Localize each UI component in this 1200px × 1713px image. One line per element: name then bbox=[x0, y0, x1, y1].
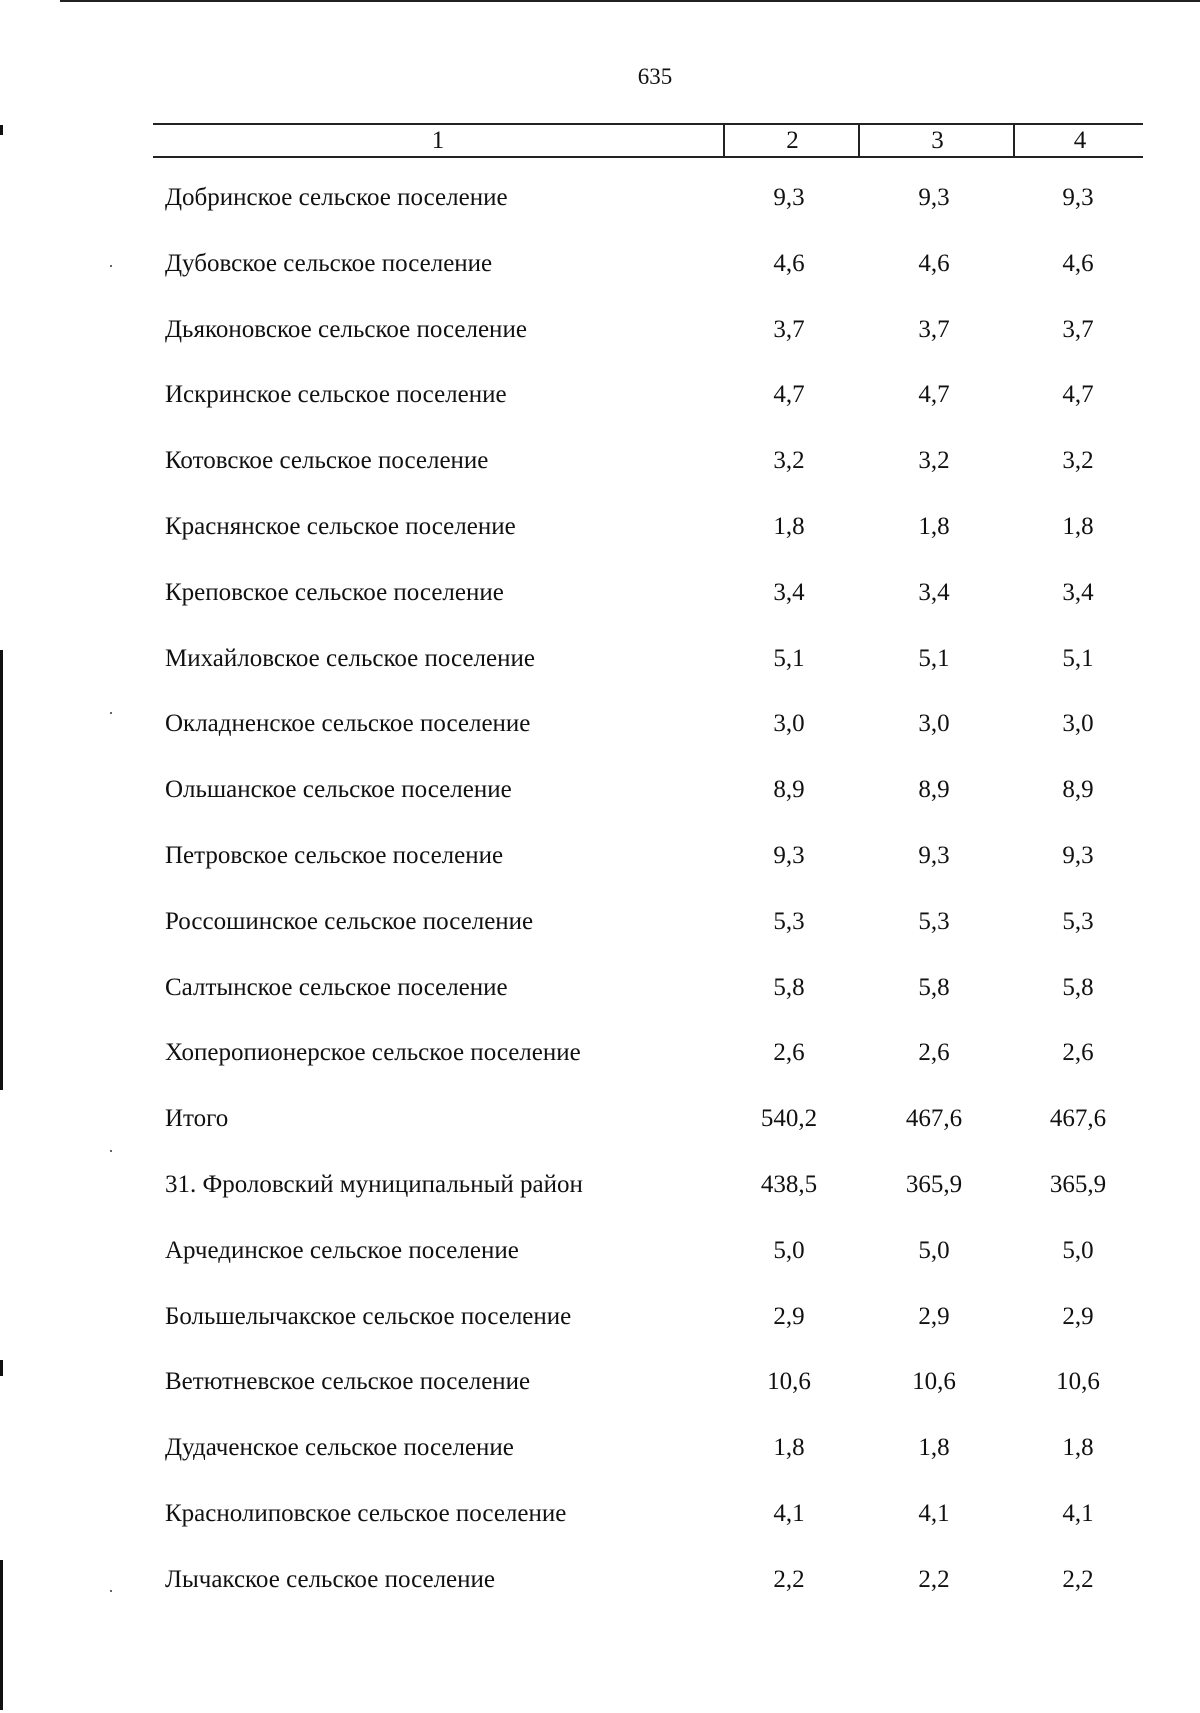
row-name-cell: Салтынское сельское поселение bbox=[165, 973, 508, 1001]
row-value-col3: 5,8 bbox=[918, 973, 950, 1001]
row-value-col4: 467,6 bbox=[1049, 1105, 1107, 1133]
table-row bbox=[0, 764, 1200, 830]
row-value-col3: 4,6 bbox=[918, 249, 950, 277]
row-value-col4: 5,0 bbox=[1062, 1236, 1094, 1264]
row-value-col3: 467,6 bbox=[905, 1105, 963, 1133]
table-row bbox=[0, 1225, 1200, 1291]
row-value-col4: 8,9 bbox=[1062, 776, 1094, 804]
row-name-cell: Дьяконовское сельское поселение bbox=[165, 315, 527, 343]
table-header bbox=[153, 123, 1143, 158]
row-value-col4: 3,0 bbox=[1062, 710, 1094, 738]
row-value-col3: 365,9 bbox=[905, 1170, 963, 1198]
row-value-col2: 2,9 bbox=[773, 1302, 805, 1330]
row-value-col4: 9,3 bbox=[1062, 841, 1094, 869]
row-value-col4: 4,1 bbox=[1062, 1499, 1094, 1527]
row-value-col2: 1,8 bbox=[773, 1434, 805, 1462]
row-value-col4: 3,2 bbox=[1062, 447, 1094, 475]
row-name-cell: Дудаченское сельское поселение bbox=[165, 1434, 514, 1462]
row-value-col3: 9,3 bbox=[918, 184, 950, 211]
row-name-cell: Арчединское сельское поселение bbox=[165, 1236, 519, 1264]
row-name-cell: Краснолиповское сельское поселение bbox=[165, 1499, 567, 1527]
row-value-col4: 10,6 bbox=[1056, 1368, 1100, 1396]
row-value-col3: 8,9 bbox=[918, 776, 950, 804]
row-value-col3: 5,3 bbox=[918, 907, 950, 935]
row-name-cell: Котовское сельское поселение bbox=[165, 447, 489, 475]
row-value-col4: 9,3 bbox=[1062, 184, 1094, 211]
row-value-col2: 2,6 bbox=[773, 1039, 805, 1067]
row-value-col3: 3,7 bbox=[918, 315, 950, 343]
table-row bbox=[0, 172, 1200, 238]
row-value-col3: 1,8 bbox=[918, 512, 950, 540]
table-row bbox=[0, 1488, 1200, 1554]
row-value-col2: 5,8 bbox=[773, 973, 805, 1001]
data-table bbox=[0, 172, 1200, 1620]
table-row bbox=[0, 1356, 1200, 1422]
row-value-col4: 5,3 bbox=[1062, 907, 1094, 935]
row-value-col3: 3,2 bbox=[918, 447, 950, 475]
row-value-col2: 540,2 bbox=[760, 1105, 818, 1133]
row-value-col2: 3,0 bbox=[773, 710, 805, 738]
row-name-cell: Михайловское сельское поселение bbox=[165, 644, 535, 672]
row-value-col2: 3,2 bbox=[773, 447, 805, 475]
row-value-col2: 2,2 bbox=[773, 1565, 805, 1593]
table-row bbox=[0, 962, 1200, 1028]
row-value-col4: 2,6 bbox=[1062, 1039, 1094, 1067]
row-name-cell: 31. Фроловский муниципальный район bbox=[165, 1170, 583, 1198]
column-header-1: 1 bbox=[431, 127, 445, 154]
row-name-cell: Лычакское сельское поселение bbox=[165, 1565, 495, 1593]
row-value-col3: 2,9 bbox=[918, 1302, 950, 1330]
scan-margin-mark bbox=[0, 125, 3, 135]
row-value-col2: 5,3 bbox=[773, 907, 805, 935]
row-value-col2: 5,1 bbox=[773, 644, 805, 672]
row-name-cell: Добринское сельское поселение bbox=[165, 184, 508, 211]
row-value-col4: 365,9 bbox=[1049, 1170, 1107, 1198]
row-value-col2: 438,5 bbox=[760, 1170, 818, 1198]
row-value-col4: 4,7 bbox=[1062, 381, 1094, 409]
row-name-cell: Итого bbox=[165, 1105, 229, 1133]
table-row bbox=[0, 1422, 1200, 1488]
table-row bbox=[0, 698, 1200, 764]
row-value-col2: 8,9 bbox=[773, 776, 805, 804]
row-value-col3: 3,4 bbox=[918, 578, 950, 606]
table-row bbox=[0, 633, 1200, 699]
row-value-col2: 9,3 bbox=[773, 841, 805, 869]
table-row bbox=[0, 1554, 1200, 1620]
row-value-col4: 5,1 bbox=[1062, 644, 1094, 672]
row-value-col3: 3,0 bbox=[918, 710, 950, 738]
table-row bbox=[0, 1093, 1200, 1159]
row-name-cell: Россошинское сельское поселение bbox=[165, 907, 534, 935]
table-row bbox=[0, 896, 1200, 962]
row-value-col4: 2,2 bbox=[1062, 1565, 1094, 1593]
row-name-cell: Петровское сельское поселение bbox=[165, 841, 504, 869]
table-row bbox=[0, 1027, 1200, 1093]
table-row bbox=[0, 501, 1200, 567]
row-name-cell: Краснянское сельское поселение bbox=[165, 512, 516, 540]
row-name-cell: Хоперопионерское сельское поселение bbox=[165, 1039, 581, 1067]
table-row bbox=[0, 1159, 1200, 1225]
table-row bbox=[0, 830, 1200, 896]
row-name-cell: Ветютневское сельское поселение bbox=[165, 1368, 531, 1396]
row-value-col3: 2,6 bbox=[918, 1039, 950, 1067]
row-name-cell: Креповское сельское поселение bbox=[165, 578, 504, 606]
scan-top-edge-line bbox=[60, 0, 1200, 2]
row-value-col2: 5,0 bbox=[773, 1236, 805, 1264]
row-value-col3: 10,6 bbox=[912, 1368, 956, 1396]
row-value-col4: 3,4 bbox=[1062, 578, 1094, 606]
row-value-col2: 9,3 bbox=[773, 184, 805, 211]
column-header-3: 3 bbox=[858, 125, 1015, 156]
row-value-col3: 5,1 bbox=[918, 644, 950, 672]
row-value-col3: 4,7 bbox=[918, 381, 950, 409]
page-number: 635 bbox=[637, 64, 673, 89]
row-value-col2: 3,7 bbox=[773, 315, 805, 343]
table-row bbox=[0, 238, 1200, 304]
table-row bbox=[0, 1291, 1200, 1357]
row-value-col3: 4,1 bbox=[918, 1499, 950, 1527]
row-value-col3: 2,2 bbox=[918, 1565, 950, 1593]
row-name-cell: Искринское сельское поселение bbox=[165, 381, 507, 409]
row-value-col3: 5,0 bbox=[918, 1236, 950, 1264]
table-row bbox=[0, 304, 1200, 370]
row-value-col4: 1,8 bbox=[1062, 1434, 1094, 1462]
row-value-col4: 1,8 bbox=[1062, 512, 1094, 540]
row-value-col4: 3,7 bbox=[1062, 315, 1094, 343]
row-value-col4: 2,9 bbox=[1062, 1302, 1094, 1330]
row-value-col3: 9,3 bbox=[918, 841, 950, 869]
row-value-col2: 4,1 bbox=[773, 1499, 805, 1527]
table-row bbox=[0, 369, 1200, 435]
row-value-col2: 10,6 bbox=[767, 1368, 811, 1396]
row-value-col2: 3,4 bbox=[773, 578, 805, 606]
row-value-col4: 5,8 bbox=[1062, 973, 1094, 1001]
table-row bbox=[0, 435, 1200, 501]
row-name-cell: Ольшанское сельское поселение bbox=[165, 776, 512, 804]
row-name-cell: Большелычакское сельское поселение bbox=[165, 1302, 572, 1330]
row-name-cell: Окладненское сельское поселение bbox=[165, 710, 531, 738]
row-value-col2: 4,7 bbox=[773, 381, 805, 409]
column-header-2: 2 bbox=[723, 125, 860, 156]
table-row bbox=[0, 567, 1200, 633]
row-value-col2: 1,8 bbox=[773, 512, 805, 540]
row-name-cell: Дубовское сельское поселение bbox=[165, 249, 493, 277]
row-value-col3: 1,8 bbox=[918, 1434, 950, 1462]
row-value-col4: 4,6 bbox=[1062, 249, 1094, 277]
row-value-col2: 4,6 bbox=[773, 249, 805, 277]
column-header-4: 4 bbox=[1013, 125, 1145, 156]
